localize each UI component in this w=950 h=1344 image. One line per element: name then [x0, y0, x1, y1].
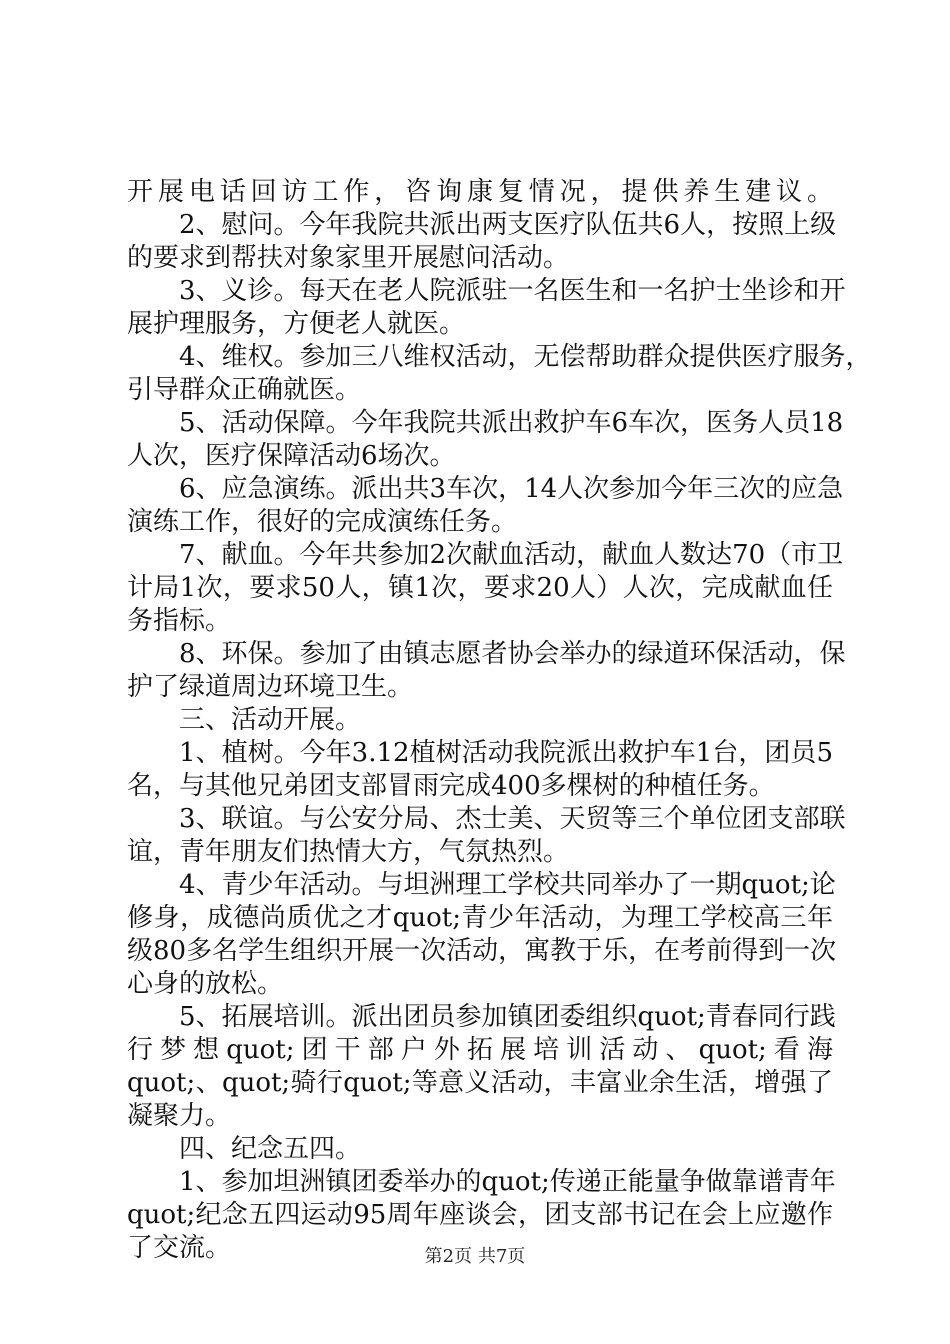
- section-heading: 三、活动开展。: [179, 705, 362, 735]
- text-line: 3、联谊。与公安分局、杰士美、天贸等三个单位团支部联: [179, 804, 846, 834]
- text-line: 心身的放松。: [127, 969, 284, 999]
- section-heading: 四、纪念五四。: [179, 1134, 362, 1164]
- text-line: 行梦想quot;团干部户外拓展培训活动、quot;看海: [127, 1035, 833, 1065]
- text-line: 谊，青年朋友们热情大方，气氛热烈。: [127, 837, 570, 867]
- text-line: 展护理服务，方便老人就医。: [127, 309, 466, 339]
- text-line: 级80多名学生组织开展一次活动，寓教于乐，在考前得到一次: [127, 936, 837, 966]
- text-line: 8、环保。参加了由镇志愿者协会举办的绿道环保活动，保: [179, 639, 846, 669]
- text-line: 1、植树。今年3.12植树活动我院派出救护车1台，团员5: [179, 738, 833, 768]
- text-line: quot;、quot;骑行quot;等意义活动，丰富业余生活，增强了: [127, 1068, 833, 1098]
- text-line: 务指标。: [127, 606, 232, 636]
- text-line: 5、活动保障。今年我院共派出救护车6车次，医务人员18: [179, 408, 844, 438]
- text-line: 3、义诊。每天在老人院派驻一名医生和一名护士坐诊和开: [179, 276, 846, 306]
- text-line: 计局1次，要求50人，镇1次，要求20人）人次，完成献血任: [127, 573, 833, 603]
- text-line: 修身，成德尚质优之才quot;青少年活动，为理工学校高三年: [127, 903, 833, 933]
- text-line: 人次，医疗保障活动6场次。: [127, 441, 456, 471]
- page-number-footer: 第2页 共7页: [424, 1246, 526, 1267]
- text-line: 护了绿道周边环境卫生。: [127, 672, 414, 702]
- text-line: 引导群众正确就医。: [127, 375, 362, 405]
- text-line: 演练工作，很好的完成演练任务。: [127, 507, 518, 537]
- text-line: 4、青少年活动。与坦洲理工学校共同举办了一期quot;论: [179, 870, 836, 900]
- text-line: quot;纪念五四运动95周年座谈会，团支部书记在会上应邀作: [127, 1200, 833, 1230]
- text-line: 开展电话回访工作，咨询康复情况，提供养生建议。: [127, 177, 833, 207]
- text-line: 的要求到帮扶对象家里开展慰问活动。: [127, 243, 570, 273]
- text-line: 6、应急演练。派出共3车次，14人次参加今年三次的应急: [179, 474, 844, 504]
- text-line: 4、维权。参加三八维权活动，无偿帮助群众提供医疗服务，: [179, 342, 872, 372]
- text-line: 凝聚力。: [127, 1101, 232, 1131]
- text-line: 了交流。: [127, 1233, 232, 1263]
- text-line: 5、拓展培训。派出团员参加镇团委组织quot;青春同行践: [179, 1002, 836, 1032]
- text-line: 名，与其他兄弟团支部冒雨完成400多棵树的种植任务。: [127, 771, 775, 801]
- text-line: 2、慰问。今年我院共派出两支医疗队伍共6人，按照上级: [179, 210, 837, 240]
- text-line: 1、参加坦洲镇团委举办的quot;传递正能量争做靠谱青年: [179, 1167, 836, 1197]
- text-line: 7、献血。今年共参加2次献血活动，献血人数达70（市卫: [179, 540, 844, 570]
